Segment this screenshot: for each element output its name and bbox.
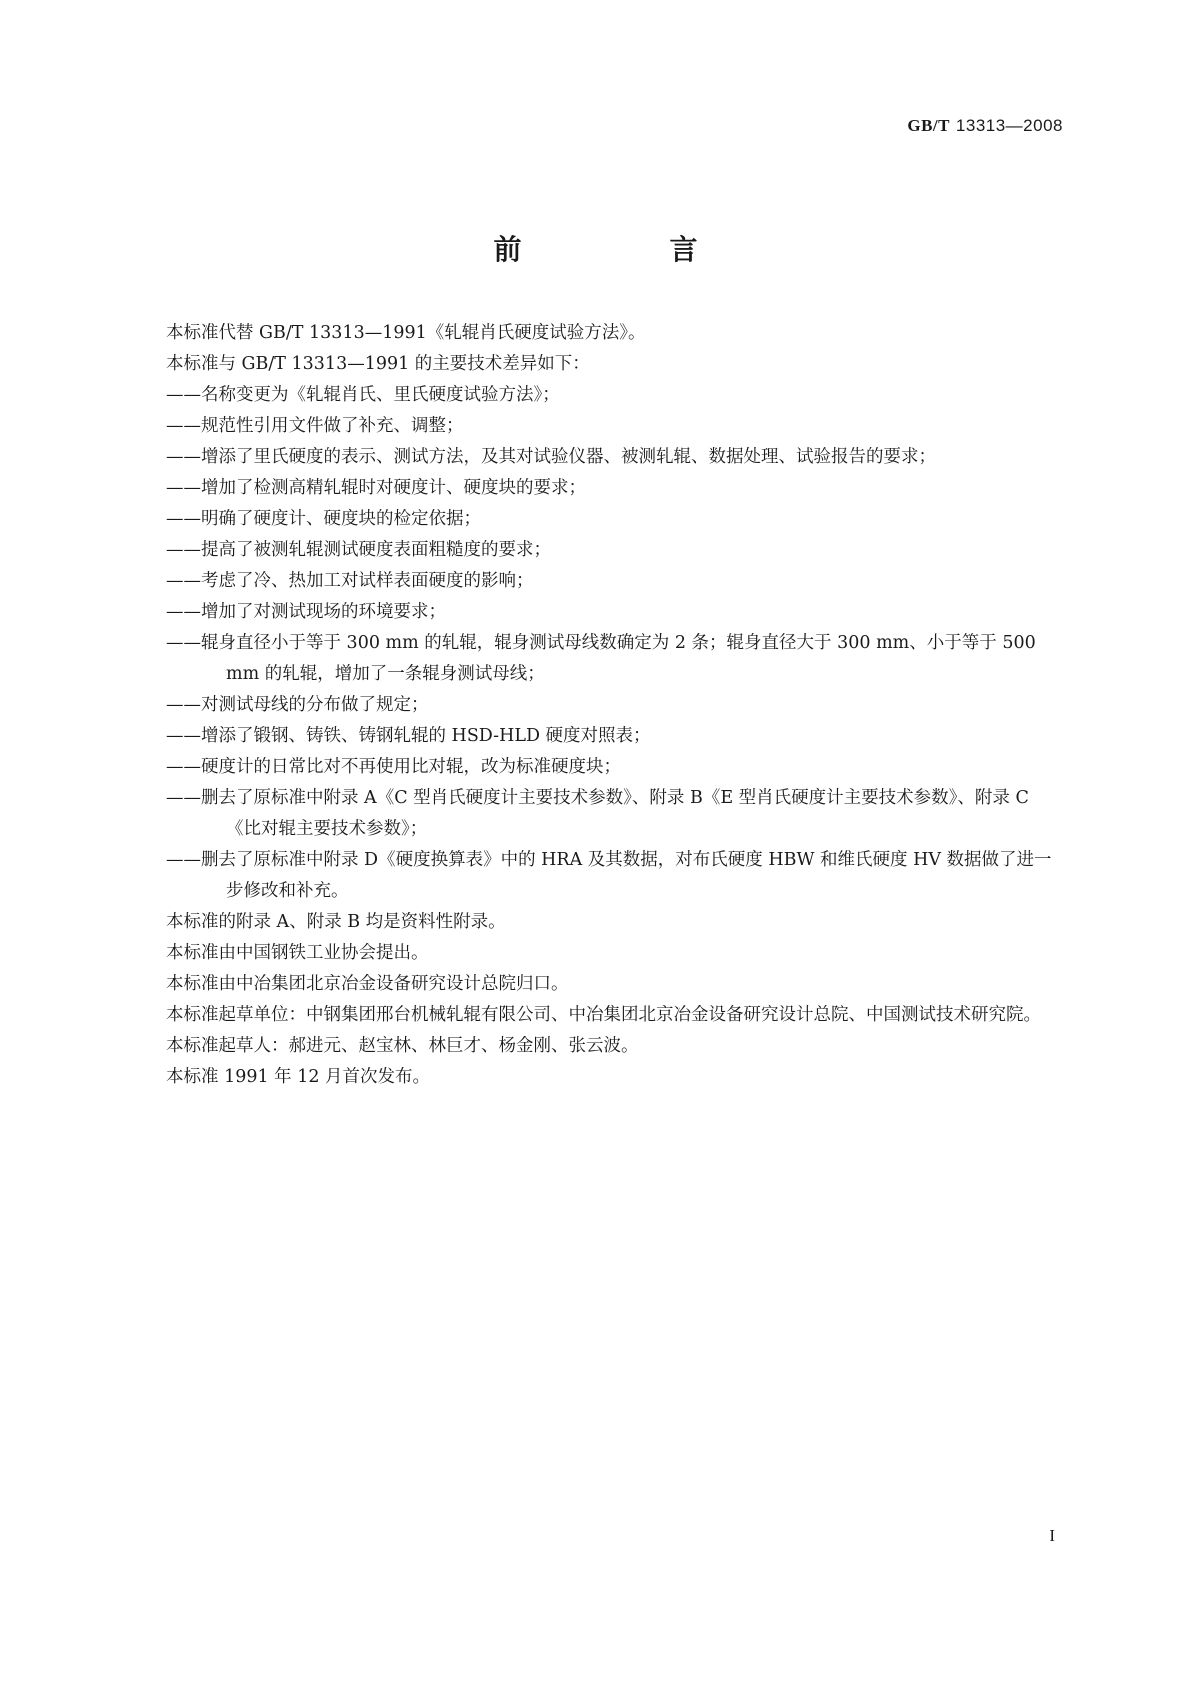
page-number: I [1049,1526,1055,1545]
closing-paragraph: 本标准起草单位：中钢集团邢台机械轧辊有限公司、中冶集团北京冶金设备研究设计总院、中国测试技术研究院。 [166,1005,1041,1025]
difference-item: ——增添了里氏硬度的表示、测试方法，及其对试验仪器、被测轧辊、数据处理、试验报告的要求； [166,447,936,467]
difference-item: ——规范性引用文件做了补充、调整； [166,416,464,436]
difference-item: ——硬度计的日常比对不再使用比对辊，改为标准硬度块； [166,757,621,777]
difference-item: ——删去了原标准中附录 A《C 型肖氏硬度计主要技术参数》、附录 B《E 型肖氏硬度计主要技术参数》、附录 C《比对辊主要技术参数》； [166,788,1029,839]
difference-item: ——增添了锻钢、铸铁、铸钢轧辊的 HSD-HLD 硬度对照表； [166,726,651,746]
intro-paragraph: 本标准代替 GB/T 13313—1991《轧辊肖氏硬度试验方法》。 [166,323,646,343]
difference-item: ——增加了检测高精轧辊时对硬度计、硬度块的要求； [166,478,586,498]
closing-paragraph: 本标准 1991 年 12 月首次发布。 [166,1067,431,1087]
closing-paragraph: 本标准由中国钢铁工业协会提出。 [166,943,429,963]
difference-item: ——辊身直径小于等于 300 mm 的轧辊，辊身测试母线数确定为 2 条；辊身直径大于 300 mm、小于等于 500 mm 的轧辊，增加了一条辊身测试母线； [166,633,1036,684]
difference-item: ——对测试母线的分布做了规定； [166,695,429,715]
standard-number: 13313—2008 [955,116,1063,135]
difference-item: ——考虑了冷、热加工对试样表面硬度的影响； [166,571,534,591]
closing-paragraph: 本标准由中冶集团北京冶金设备研究设计总院归口。 [166,974,569,994]
page-title: 前 言 [493,233,758,266]
difference-item: ——名称变更为《轧辊肖氏、里氏硬度试验方法》； [166,385,560,405]
standard-prefix: GB/T [907,116,950,135]
difference-item: ——增加了对测试现场的环境要求； [166,602,446,622]
intro-paragraph: 本标准与 GB/T 13313—1991 的主要技术差异如下： [166,354,590,374]
closing-paragraph: 本标准起草人：郝进元、赵宝林、林巨才、杨金刚、张云波。 [166,1036,639,1056]
closing-paragraph: 本标准的附录 A、附录 B 均是资料性附录。 [166,912,506,932]
difference-item: ——提高了被测轧辊测试硬度表面粗糙度的要求； [166,540,551,560]
difference-item: ——明确了硬度计、硬度块的检定依据； [166,509,481,529]
difference-item: ——删去了原标准中附录 D《硬度换算表》中的 HRA 及其数据，对布氏硬度 HBW 和维氏硬度 HV 数据做了进一步修改和补充。 [166,850,1052,901]
standard-code [907,116,1063,136]
foreword-body [130,318,1060,1093]
